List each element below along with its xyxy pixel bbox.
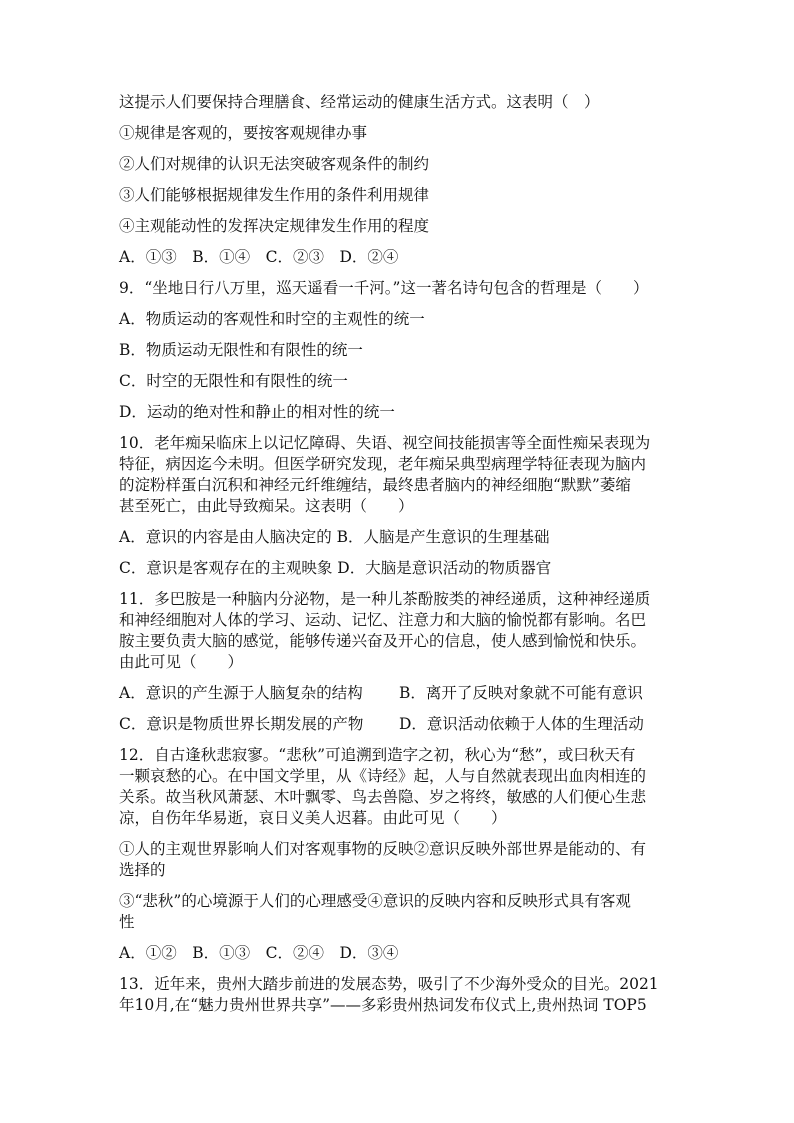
q11-stem-line: 和神经细胞对人体的学习、运动、记忆、注意力和大脑的愉悦都有影响。名巴 (119, 611, 647, 629)
q8-item-4: ④主观能动性的发挥决定规律发生作用的程度 (119, 217, 430, 235)
q11-option-b: B．离开了反映对象就不可能有意识 (399, 684, 643, 702)
q11-option-d: D．意识活动依赖于人体的生理活动 (399, 715, 644, 733)
q13-stem-line: 13．近年来，贵州大踏步前进的发展态势，吸引了不少海外受众的目光。2021 (119, 975, 659, 993)
q10-stem-line: 10．老年痴呆临床上以记忆障碍、失语、视空间技能损害等全面性痴呆表现为 (119, 434, 651, 452)
q11-stem-line: 由此可见（ ） (119, 653, 244, 671)
q9-option-d: D．运动的绝对性和静止的相对性的统一 (119, 403, 395, 421)
q11-stem-line: 胺主要负责大脑的感觉，能够传递兴奋及开心的信息，使人感到愉悦和快乐。 (119, 632, 647, 650)
q11-option-c: C．意识是物质世界长期发展的产物 (119, 715, 364, 733)
q12-item-line: 选择的 (119, 861, 166, 879)
q11-stem (119, 589, 679, 673)
q10-stem (119, 433, 679, 517)
q9-option-b: B．物质运动无限性和有限性的统一 (119, 341, 363, 359)
q13-stem-line: 年10月,在“魅力贵州世界共享”——多彩贵州热词发布仪式上,贵州热词 TOP5 (119, 996, 647, 1014)
q9-option-c: C．时空的无限性和有限性的统一 (119, 372, 348, 390)
q11-option-a: A．意识的产生源于人脑复杂的结构 (119, 684, 363, 702)
exam-page (119, 92, 679, 1016)
q9-stem: 9．“坐地日行八万里，巡天遥看一千河。”这一著名诗句包含的哲理是（ ） (119, 279, 649, 297)
q12-items-12 (119, 839, 679, 881)
q11-options-row-1 (119, 683, 679, 704)
q8-item-1: ①规律是客观的，要按客观规律办事 (119, 124, 368, 142)
q8-stem-tail: 这提示人们要保持合理膳食、经常运动的健康生活方式。这表明（ ） (119, 93, 600, 111)
q9-option-a: A．物质运动的客观性和时空的主观性的统一 (119, 310, 425, 328)
q12-stem-line: 一颗哀愁的心。在中国文学里，从《诗经》起，人与自然就表现出血肉相连的 (119, 767, 647, 785)
q12-options: A．①② B．①③ C．②④ D．③④ (119, 944, 399, 962)
q12-item-line: ③“悲秋”的心境源于人们的心理感受④意识的反映内容和反映形式具有客观 (119, 892, 631, 910)
q11-stem-line: 11．多巴胺是一种脑内分泌物，是一种儿茶酚胺类的神经递质，这种神经递质 (119, 590, 651, 608)
q8-item-3: ③人们能够根据规律发生作用的条件利用规律 (119, 186, 430, 204)
q12-item-line: 性 (119, 913, 135, 931)
q10-options-ab: A．意识的内容是由人脑决定的 B．人脑是产生意识的生理基础 (119, 528, 550, 546)
q12-stem-line: 12．自古逢秋悲寂寥。“悲秋”可追溯到造字之初，秋心为“愁”，或曰秋天有 (119, 746, 636, 764)
q12-stem-line: 关系。故当秋风萧瑟、木叶飘零、鸟去兽隐、岁之将终，敏感的人们便心生悲 (119, 788, 647, 806)
q10-stem-line: 的淀粉样蛋白沉积和神经元纤维缠结，最终患者脑内的神经细胞“默默”萎缩 (119, 476, 631, 494)
q13-stem (119, 974, 679, 1016)
q12-items-34 (119, 891, 679, 933)
q12-stem-line: 凉，自伤年华易逝，哀日义美人迟暮。由此可见（ ） (119, 809, 507, 827)
q10-stem-line: 特征，病因迄今未明。但医学研究发现，老年痴呆典型病理学特征表现为脑内 (119, 455, 647, 473)
q10-stem-line: 甚至死亡，由此导致痴呆。这表明（ ） (119, 497, 414, 515)
q8-item-2: ②人们对规律的认识无法突破客观条件的制约 (119, 155, 430, 173)
q10-options-cd: C．意识是客观存在的主观映象 D．大脑是意识活动的物质器官 (119, 559, 552, 577)
q11-options-row-2 (119, 714, 679, 735)
q8-options: A．①③ B．①④ C．②③ D．②④ (119, 248, 399, 266)
q12-stem (119, 745, 679, 829)
q12-item-line: ①人的主观世界影响人们对客观事物的反映②意识反映外部世界是能动的、有 (119, 840, 647, 858)
